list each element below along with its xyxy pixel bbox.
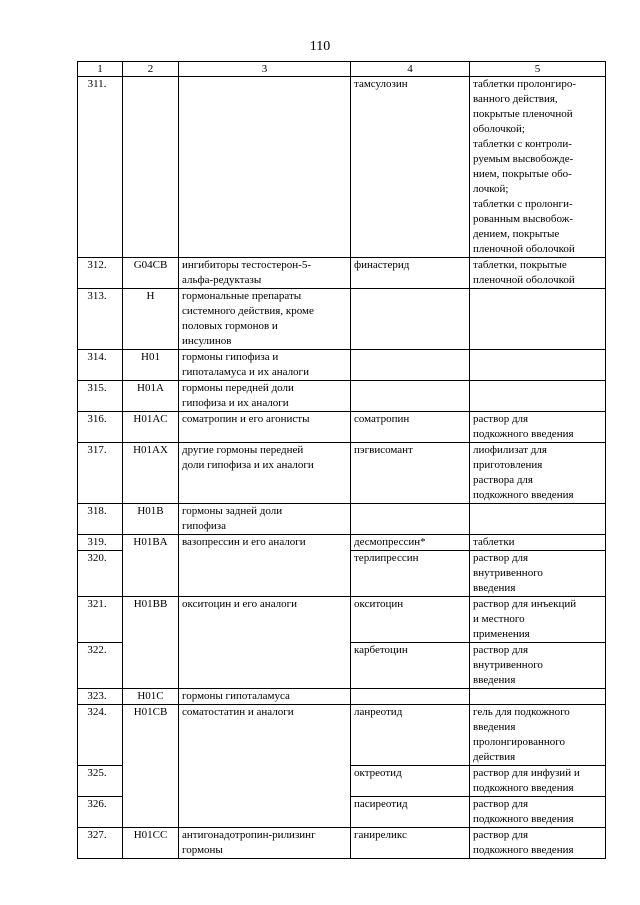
row-number: 314. [78,350,123,381]
dosage-form: раствор для внутривенного введения [470,643,606,689]
atc-group: вазопрессин и его аналоги [179,535,351,597]
drug-name: окситоцин [351,597,470,643]
drug-name: тамсулозин [351,77,470,258]
drug-name: карбетоцин [351,643,470,689]
dosage-form: раствор для инфузий и подкожного введения [470,766,606,797]
dosage-form [470,289,606,350]
table-row [78,705,606,766]
column-header-3: 3 [179,62,351,77]
dosage-form: раствор для подкожного введения [470,412,606,443]
table-row [78,535,606,551]
table-row [78,381,606,412]
row-number: 319. [78,535,123,551]
row-number: 312. [78,258,123,289]
drug-name [351,289,470,350]
row-number: 313. [78,289,123,350]
atc-code: H01AC [123,412,179,443]
atc-group [179,77,351,258]
atc-code: H01CB [123,705,179,828]
atc-group: окситоцин и его аналоги [179,597,351,689]
atc-group: гормоны передней доли гипофиза и их аналоги [179,381,351,412]
dosage-form: таблетки пролонгиро- ванного действия, покрытые пленочной оболочкой; таблетки с контроли- руемым высвобожде- нием, покрытые обо- лочкой; таблетки с пролонги- рованным высвобож- дением, покрытые пленочной оболочкой [470,77,606,258]
drug-list-table [77,61,606,859]
atc-code: H01 [123,350,179,381]
drug-name: терлипрессин [351,551,470,597]
column-header-4: 4 [351,62,470,77]
atc-group: ингибиторы тестостерон-5- альфа-редуктазы [179,258,351,289]
drug-name [351,350,470,381]
drug-name: соматропин [351,412,470,443]
row-number: 315. [78,381,123,412]
row-number: 320. [78,551,123,597]
atc-code: H01BA [123,535,179,597]
drug-name: десмопрессин* [351,535,470,551]
row-number: 327. [78,828,123,859]
atc-group: гормоны гипофиза и гипоталамуса и их аналоги [179,350,351,381]
row-number: 325. [78,766,123,797]
atc-code: H [123,289,179,350]
table-row [78,597,606,643]
atc-code: H01BB [123,597,179,689]
dosage-form: раствор для подкожного введения [470,797,606,828]
table-row [78,828,606,859]
row-number: 318. [78,504,123,535]
dosage-form: таблетки, покрытые пленочной оболочкой [470,258,606,289]
row-number: 311. [78,77,123,258]
atc-code: H01CC [123,828,179,859]
table-header-row [78,62,606,77]
row-number: 326. [78,797,123,828]
dosage-form: раствор для внутривенного введения [470,551,606,597]
column-header-1: 1 [78,62,123,77]
atc-group: другие гормоны передней доли гипофиза и их аналоги [179,443,351,504]
atc-code: H01B [123,504,179,535]
table-row [78,289,606,350]
table-row [78,443,606,504]
atc-code: H01AX [123,443,179,504]
atc-group: антигонадотропин-рилизинг гормоны [179,828,351,859]
drug-name: пасиреотид [351,797,470,828]
row-number: 322. [78,643,123,689]
atc-group: гормоны гипоталамуса [179,689,351,705]
column-header-2: 2 [123,62,179,77]
drug-name [351,504,470,535]
atc-code [123,77,179,258]
page-number: 110 [309,39,331,54]
column-header-5: 5 [470,62,606,77]
atc-group: гормоны задней доли гипофиза [179,504,351,535]
dosage-form [470,504,606,535]
atc-code: H01C [123,689,179,705]
row-number: 316. [78,412,123,443]
row-number: 324. [78,705,123,766]
table-row [78,689,606,705]
dosage-form: раствор для подкожного введения [470,828,606,859]
table-row [78,412,606,443]
atc-code: G04CB [123,258,179,289]
drug-name: октреотид [351,766,470,797]
dosage-form [470,350,606,381]
table-row [78,258,606,289]
row-number: 317. [78,443,123,504]
dosage-form: лиофилизат для приготовления раствора для подкожного введения [470,443,606,504]
drug-name [351,689,470,705]
atc-group: гормональные препараты системного действия, кроме половых гормонов и инсулинов [179,289,351,350]
drug-name: ланреотид [351,705,470,766]
dosage-form: таблетки [470,535,606,551]
dosage-form [470,381,606,412]
table-row [78,504,606,535]
drug-name: пэгвисомант [351,443,470,504]
atc-group: соматропин и его агонисты [179,412,351,443]
table-row [78,77,606,258]
dosage-form [470,689,606,705]
drug-name [351,381,470,412]
table-row [78,350,606,381]
drug-name: финастерид [351,258,470,289]
dosage-form: раствор для инъекций и местного применения [470,597,606,643]
atc-group: соматостатин и аналоги [179,705,351,828]
drug-name: ганиреликс [351,828,470,859]
row-number: 321. [78,597,123,643]
row-number: 323. [78,689,123,705]
atc-code: H01A [123,381,179,412]
dosage-form: гель для подкожного введения пролонгированного действия [470,705,606,766]
